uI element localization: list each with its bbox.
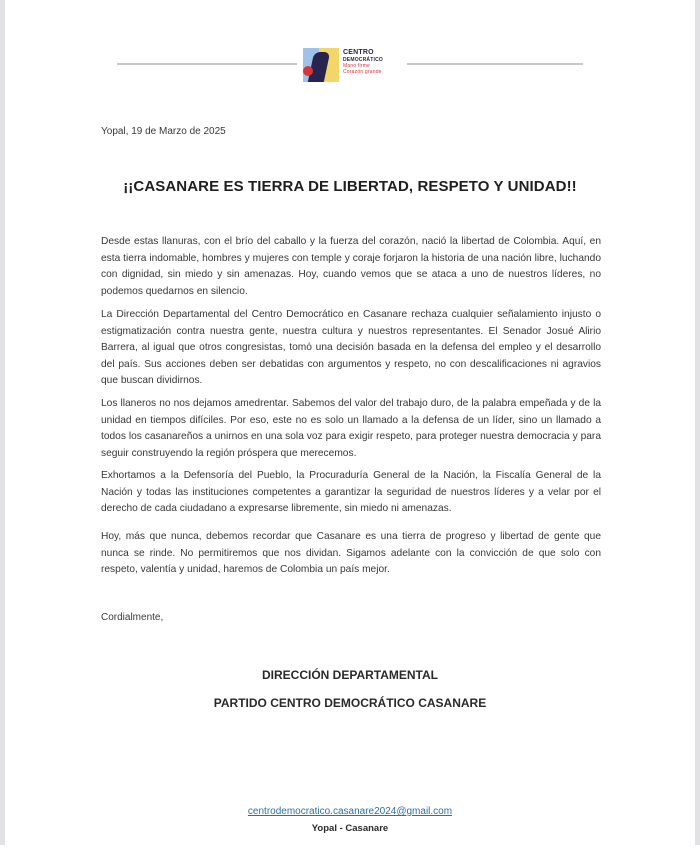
body-paragraph: Hoy, más que nunca, debemos recordar que Casanare es una tierra de progreso y libertad de gente que nunca se rinde. No permitiremos que nos dividan. Sigamos adelante con la convicción de que solo con respeto, valentía y unidad, haremos de Colombia un país mejor. (101, 531, 601, 576)
page-edge-right (695, 0, 700, 845)
footer-email-link[interactable]: centrodemocratico.casanare2024@gmail.com (247, 806, 453, 817)
party-logo (303, 44, 403, 84)
logo-tagline-line1: Mano firme (343, 63, 371, 69)
footer-city: Yopal - Casanare (311, 823, 389, 834)
body-paragraph: Los llaneros no nos dejamos amedrentar. Sabemos del valor del trabajo duro, de la palabra empeñada y de la unidad en tiempos difíciles. Por eso, este no es solo un llamado a la defensa de un líder, sino un llamado a todos los casanareños a unirnos en una sola voz para exigir respeto, para proteger nuestra democracia y para seguir construyendo la región próspera que merecemos. (101, 398, 601, 459)
letter-date: Yopal, 19 de Marzo de 2025 (101, 126, 226, 137)
letter-closing: Cordialmente, (101, 612, 164, 623)
letter-title: ¡¡CASANARE ES TIERRA DE LIBERTAD, RESPETO Y UNIDAD!! (123, 178, 577, 195)
letterhead-rule-left (117, 63, 297, 65)
logo-name-line2: DEMOCRÁTICO (343, 57, 383, 63)
body-paragraph: Exhortamos a la Defensoría del Pueblo, la Procuraduría General de la Nación, la Fiscalía General de la Nación y todas las instituciones competentes a garantizar la seguridad de nuestros líderes y a velar por el derecho de cada ciudadano a expresarse libremente, sin miedo ni amenazas. (101, 470, 601, 515)
logo-name-line1: CENTRO (343, 49, 374, 56)
body-paragraph: La Dirección Departamental del Centro Democrático en Casanare rechaza cualquier señalamiento injusto o estigmatización contra nuestra gente, nuestra cultura y nuestros representantes. El Senador Josué Alirio Barrera, al igual que otros congresistas, tomó una decisión basada en la defensa del empleo y el desarrollo del país. Sus acciones deben ser debatidas con argumentos y respeto, no con descalificaciones ni agravios que buscan dividirnos. (101, 309, 601, 387)
logo-tagline-line2: Corazón grande (343, 69, 382, 75)
logo-red-accent (303, 66, 313, 76)
signature-line-2: PARTIDO CENTRO DEMOCRÁTICO CASANARE (213, 696, 487, 710)
page-edge-left (0, 0, 5, 845)
signature-line-1: DIRECCIÓN DEPARTAMENTAL (262, 668, 438, 682)
letterhead-rule-right (407, 63, 583, 65)
centro-democratico-logo-icon (303, 48, 339, 82)
logo-text (343, 49, 403, 75)
body-paragraph: Desde estas llanuras, con el brío del caballo y la fuerza del corazón, nació la libertad de Colombia. Aquí, en esta tierra indomable, hombres y mujeres con temple y coraje forjaron la historia de una nación libre, luchando con dignidad, sin miedo y sin amenazas. Hoy, cuando vemos que se ataca a uno de nuestros líderes, no podemos quedarnos en silencio. (101, 236, 601, 297)
letterhead (117, 44, 583, 84)
